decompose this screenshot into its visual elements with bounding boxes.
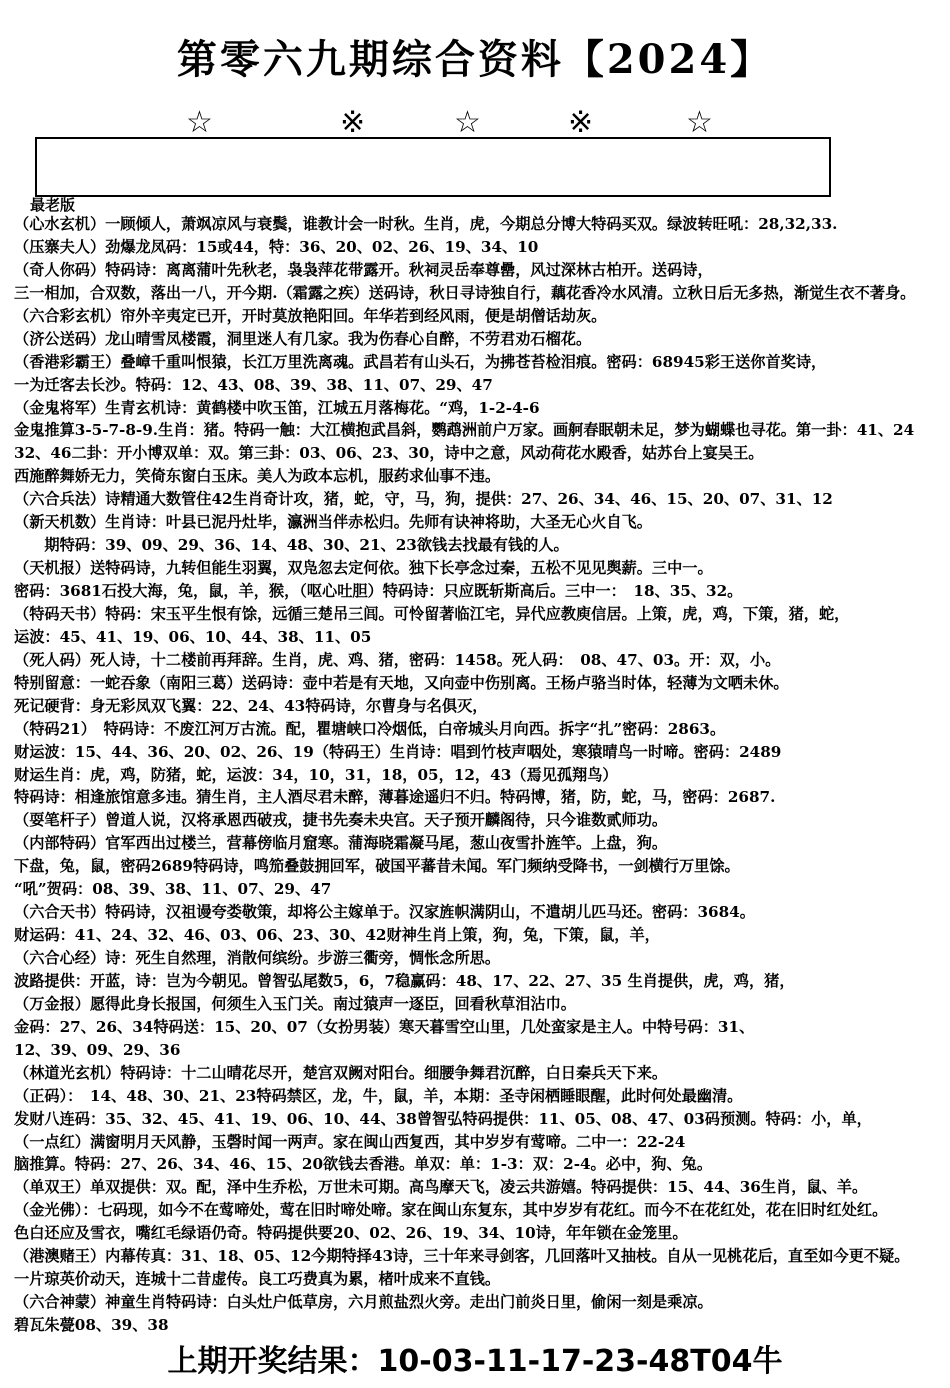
text-line: （死人码）死人诗，十二楼前再拜辞。生肖，虎、鸡、猪，密码：1458。死人码： 08、47、03。开：双，小。 bbox=[14, 650, 781, 669]
text-line: （六合心经）诗：死生自然理，消散何缤纷。步游三衢旁，惆怅念所思。 bbox=[14, 949, 500, 967]
text-line: （内部特码）官军西出过楼兰，营幕傍临月窟寒。蒲海晓霜凝马尾，葱山夜雪扑旌竿。上盘，狗。 bbox=[14, 834, 668, 853]
text-line: （正码）： 14、48、30、21、23特码禁区，龙，牛，鼠，羊，本期：圣寺闲栖睡眼醒，此时何处最幽清。 bbox=[14, 1086, 743, 1105]
text-line: （特码天书）特码：宋玉平生恨有馀，远循三楚吊三闾。可怜留著临江宅，异代应教庾信居。上策，虎，鸡，下策，猪，蛇， bbox=[14, 604, 850, 623]
text-line: （一点红）满窗明月天风静，玉磬时闻一两声。家在闽山西复西，其中岁岁有莺啼。二中一：22-24 bbox=[14, 1132, 686, 1151]
text-line: 12、39、09、29、36 bbox=[14, 1040, 181, 1059]
text-line: （港澳赌王）内幕传真：31、18、05、12今期特择43诗，三十年来寻剑客，几回落叶又抽枝。自从一见桃花后，直至如今更不疑。 bbox=[14, 1247, 910, 1266]
text-line: 三一相加，合双数，落出一八，开今期.（霜露之疾）送码诗，秋日寻诗独自行，藕花香冷水风清。立秋日后无多热，渐觉生衣不著身。 bbox=[14, 283, 916, 302]
text-line: 波路提供：开蓝，诗：岂为今朝见。曾智弘尾数5，6，7稳赢码：48、17、22、27、35 生肖提供，虎，鸡，猪， bbox=[14, 971, 795, 990]
page-title: 第零六九期综合资料【2024】 bbox=[176, 36, 774, 83]
text-line: （天机报）送特码诗，九转但能生羽翼，双凫忽去定何依。独下长亭念过秦，五松不见见舆薪。三中一。 bbox=[14, 559, 713, 578]
text-line: 财运波：15、44、36、20、02、26、19（特码王）生肖诗：唱到竹枝声咽处，寒猿晴鸟一时啼。密码：2489 bbox=[14, 742, 782, 761]
text-line: （六合彩玄机）帘外辛夷定已开，开时莫放艳阳回。年华若到经风雨，便是胡僧话劫灰。 bbox=[14, 306, 607, 325]
text-line: 32、46二卦：开小博双单：双。第三卦：03、06、23、30，诗中之意，风动荷花水殿香，姑苏台上宴吴王。 bbox=[14, 444, 764, 463]
text-line: （六合天书）特码诗，汉祖谩夸娄敬策，却将公主嫁单于。汉家旌帜满阴山，不遣胡儿匹马还。密码：3684。 bbox=[14, 903, 755, 922]
text-line: 金码：27、26、34特码送：15、20、07（女扮男装）寒天暮雪空山里，几处蛮家是主人。中特号码：31、 bbox=[14, 1017, 755, 1036]
text-line: （六合神蒙）神童生肖特码诗：白头灶户低草房，六月煎盐烈火旁。走出门前炎日里，偷闲一刻是乘凉。 bbox=[14, 1293, 713, 1312]
document-body bbox=[14, 213, 948, 1337]
text-line: 运波：45、41、19、06、10、44、38、11、05 bbox=[14, 627, 372, 646]
text-line: （心水玄机）一顾倾人，萧飒凉风与衰鬓，谁教计会一时秋。生肖，虎，今期总分博大特码买双。绿波转旺吼：28,32,33. bbox=[14, 215, 838, 233]
text-line: （济公送码）龙山晴雪凤楼霞，洞里迷人有几家。我为伤春心自醉，不劳君劝石榴花。 bbox=[14, 329, 592, 348]
text-line: （金鬼将军）生青玄机诗：黄鹤楼中吹玉笛，江城五月落梅花。“鸡，1-2-4-6 bbox=[14, 398, 540, 417]
text-line: （压寨夫人）劲爆龙凤码：15或44，特：36、20、02、26、19、34、10 bbox=[14, 237, 539, 256]
reference-mark-icon: ※ bbox=[568, 105, 594, 140]
text-line: （六合兵法）诗精通大数管住42生肖奇计攻，猪，蛇，守，马，狗，提供：27、26、34、46、15、20、07、31、12 bbox=[14, 490, 833, 509]
text-line: 特码诗：相逢旅馆意多违。猜生肖，主人酒尽君未醉，薄暮途遥归不归。特码博，猪，防，蛇，马，密码：2687. bbox=[14, 788, 776, 807]
text-line: 死记硬背：身无彩凤双飞翼：22、24、43特码诗，尔曹身与名俱灭， bbox=[14, 696, 488, 715]
text-line: （新天机数）生肖诗：叶县已泥丹灶毕，瀛洲当伴赤松归。先师有诀神将助，大圣无心火自飞。 bbox=[14, 513, 652, 532]
text-line: 特别留意：一蛇吞象（南阳三葛）送码诗：壶中若是有天地，又向壶中伤别离。王杨卢骆当时体，轻薄为文哂未休。 bbox=[14, 673, 789, 692]
text-line: （林道光玄机）特码诗：十二山晴花尽开，楚宫双阙对阳台。细腰争舞君沉醉，白日秦兵天下来。 bbox=[14, 1063, 668, 1082]
star-icon: ☆ bbox=[686, 105, 713, 140]
text-line: 下盘，兔，鼠，密码2689特码诗，鸣笳叠鼓拥回军，破国平蕃昔未闻。军门频纳受降书，一剑横行万里馀。 bbox=[14, 857, 740, 876]
star-decoration-row bbox=[0, 105, 950, 140]
text-line: 一为迁客去长沙。特码：12、43、08、39、38、11、07、29、47 bbox=[14, 375, 493, 394]
star-icon: ☆ bbox=[186, 105, 213, 140]
text-line: （奇人你码）特码诗：离离蒲叶先秋老，袅袅萍花带露开。秋祠灵岳奉尊罍，风过深林古柏开。送码诗， bbox=[14, 260, 713, 279]
text-line: 财运码：41、24、32、46、03、06、23、30、42财神生肖上策，狗，兔，下策，鼠，羊， bbox=[14, 926, 660, 945]
text-line: 色白还应及雪衣，嘴红毛绿语仍奇。特码提供要20、02、26、19、34、10诗，年年锁在金笼里。 bbox=[14, 1224, 688, 1243]
text-line: （耍笔杆子）曾道人说，汉将承恩西破戎，捷书先奏未央宫。天子预开麟阁待，只今谁数贰师功。 bbox=[14, 811, 668, 830]
text-line: 西施醉舞娇无力，笑倚东窗白玉床。美人为政本忘机，服药求仙事不违。 bbox=[14, 467, 500, 486]
text-line: （香港彩霸王）叠嶂千重叫恨猿，长江万里洗离魂。武昌若有山头石，为拂苍苔检泪痕。密码：68945彩王送你首奖诗， bbox=[14, 352, 827, 371]
text-line: 密码：3681石投大海，兔，鼠，羊，猴，（呕心吐胆）特码诗：只应既斩斯高后。三中一： 18、35、32。 bbox=[14, 582, 743, 600]
text-line: “吼”贺码：08、39、38、11、07、29、47 bbox=[14, 880, 332, 899]
blank-banner-box bbox=[35, 137, 831, 197]
text-line: 期特码：39、09、29、36、14、48、30、21、23欲钱去找最有钱的人。 bbox=[14, 536, 569, 555]
text-line: （金光佛）：七码现，如今不在莺啼处，莺在旧时啼处啼。家在闽山东复东，其中岁岁有花红。而今不在花红处，花在旧时红处红。 bbox=[14, 1201, 888, 1220]
reference-mark-icon: ※ bbox=[340, 105, 366, 140]
star-icon: ☆ bbox=[454, 105, 481, 140]
text-line: 碧瓦朱甍08、39、38 bbox=[14, 1316, 169, 1334]
text-line: 脑推算。特码：27、26、34、46、15、20欲钱去香港。单双：单：1-3：双：2-4。必中，狗、兔。 bbox=[14, 1155, 713, 1174]
text-line: （特码21） 特码诗：不废江河万古流。配，瞿塘峡口冷烟低，白帝城头月向西。拆字“扎”密码：2863。 bbox=[14, 719, 726, 738]
text-line: （单双王）单双提供：双。配，泽中生乔松，万世未可期。高鸟摩天飞，凌云共游嬉。特码提供：15、44、36生肖，鼠、羊。 bbox=[14, 1178, 868, 1197]
text-line: 发财八连码：35、32、45、41、19、06、10、44、38曾智弘特码提供：11、05、08、47、03码预测。特码：小，单， bbox=[14, 1109, 872, 1128]
last-draw-result: 上期开奖结果：10-03-11-17-23-48T04牛 bbox=[0, 1342, 950, 1382]
text-line: 一片琼英价动天，连城十二昔虚传。良工巧费真为累，楮叶成来不直钱。 bbox=[14, 1270, 500, 1289]
text-line: （万金报）愿得此身长报国，何须生入玉门关。南过猿声一逐臣，回看秋草泪沾巾。 bbox=[14, 994, 576, 1013]
text-line: 财运生肖：虎，鸡，防猪，蛇，运波：34，10，31，18，05，12，43（焉见孤翔鸟） bbox=[14, 765, 618, 784]
text-line: 金鬼推算3-5-7-8-9.生肖：猪。特码一触：大江横抱武昌斜，鹦鹉洲前户万家。画舸春眠朝未足，梦为蝴蝶也寻花。第一卦：41、24 bbox=[14, 421, 915, 440]
edition-label: 最老版 bbox=[30, 196, 76, 214]
